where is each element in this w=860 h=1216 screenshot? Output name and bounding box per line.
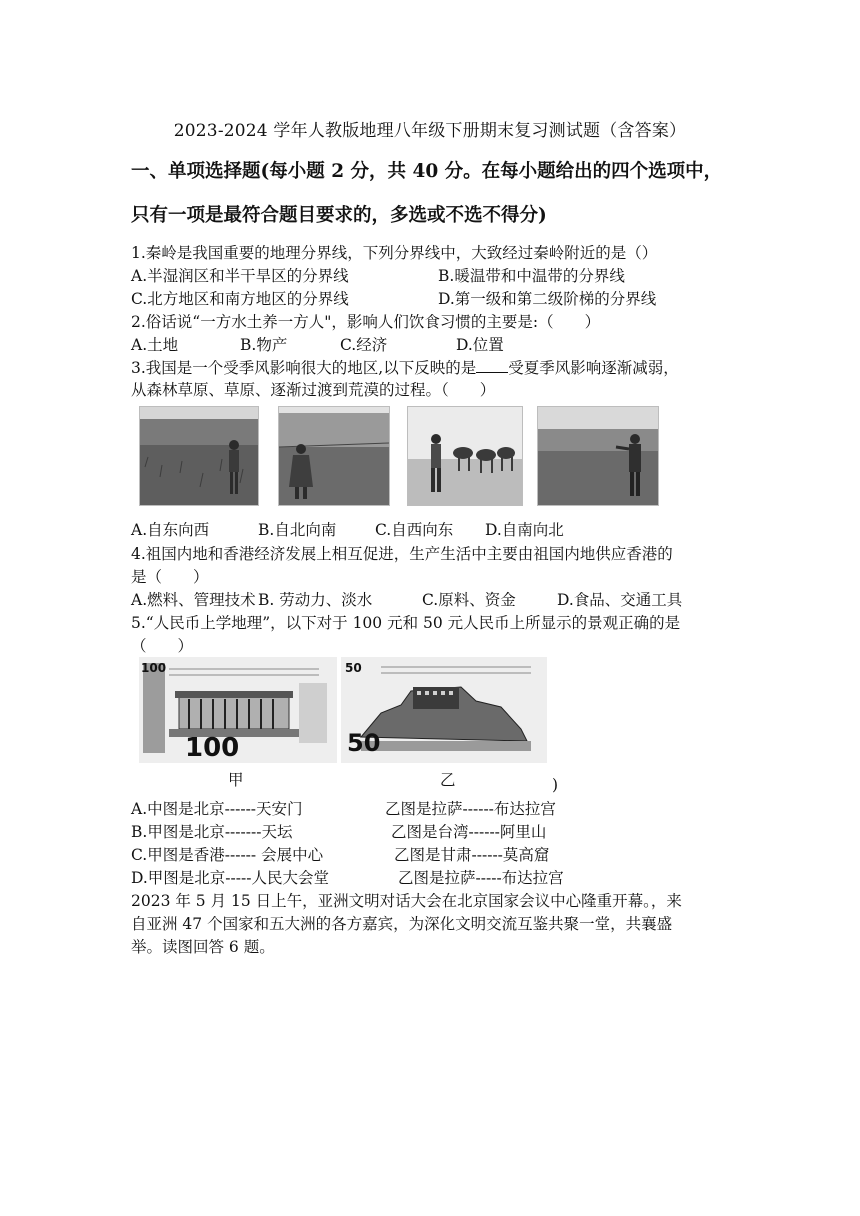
question-3-stem-line2: 从森林草原、草原、逐渐过渡到荒漠的过程。（ ） <box>131 381 496 399</box>
question-5-option-a-left: A.中图是北京------天安门 <box>131 800 303 818</box>
question-4-stem: 4.祖国内地和香港经济发展上相互促进，生产生活中主要由祖国内地供应香港的 <box>131 545 673 563</box>
question-1-option-b: B.暖温带和中温带的分界线 <box>438 267 625 285</box>
passage-line-2: 自亚洲 47 个国家和五大洲的各方嘉宾，为深化文明交流互鉴共聚一堂，共襄盛 <box>131 915 673 933</box>
banknote-50-image <box>341 657 547 763</box>
banknote-100-corner-value: 100 <box>141 661 167 675</box>
question-3-stem-before: 3.我国是一个受季风影响很大的地区,以下反映的是 <box>131 359 477 377</box>
question-1-option-c: C.北方地区和南方地区的分界线 <box>131 290 349 308</box>
banknote-label-yi: 乙 <box>440 771 456 789</box>
closing-parenthesis: ) <box>552 776 559 794</box>
question-1-option-a: A.半湿润区和半干旱区的分界线 <box>131 267 349 285</box>
question-2-stem: 2.俗话说“一方水土养一方人"，影响人们饮食习惯的主要是:（ ） <box>131 313 601 331</box>
banknote-100-image <box>139 657 337 763</box>
question-2-option-b: B.物产 <box>240 336 288 354</box>
question-3-option-a: A.自东向西 <box>131 521 210 539</box>
photo-desert-plain <box>537 406 659 506</box>
question-5-option-d-left: D.甲图是北京-----人民大会堂 <box>131 869 329 887</box>
answer-blank <box>476 358 508 373</box>
question-5-option-b-left: B.甲图是北京-------天坛 <box>131 823 293 841</box>
document-title: 2023-2024 学年人教版地理八年级下册期末复习测试题（含答案） <box>173 121 687 141</box>
passage-line-3: 举。读图回答 6 题。 <box>131 938 275 956</box>
banknote-100-value: 100 <box>185 733 240 763</box>
banknote-label-jia: 甲 <box>228 771 244 789</box>
question-5-option-d-right: 乙图是拉萨-----布达拉宫 <box>398 869 564 887</box>
banknote-50-value: 50 <box>347 729 381 757</box>
passage-line-1: 2023 年 5 月 15 日上午，亚洲文明对话大会在北京国家会议中心隆重开幕。，来 <box>131 892 682 910</box>
question-5-stem: 5.“人民币上学地理”，以下对于 100 元和 50 元人民币上所显示的景观正确的是 <box>131 614 681 632</box>
question-1-option-d: D.第一级和第二级阶梯的分界线 <box>438 290 657 308</box>
question-4-option-b: B. 劳动力、淡水 <box>258 591 373 609</box>
question-5-option-c-right: 乙图是甘肃------莫高窟 <box>394 846 550 864</box>
question-3-option-c: C.自西向东 <box>375 521 454 539</box>
section-heading-line1: 一、单项选择题(每小题 2 分，共 40 分。在每小题给出的四个选项中， <box>131 161 723 182</box>
question-2-option-c: C.经济 <box>340 336 388 354</box>
question-4-option-c: C.原料、资金 <box>422 591 516 609</box>
question-2-option-a: A.土地 <box>131 336 179 354</box>
question-5-option-b-right: 乙图是台湾------阿里山 <box>391 823 547 841</box>
banknote-50-corner-value: 50 <box>345 661 362 675</box>
photo-forest-grassland <box>139 406 259 506</box>
question-5-option-c-left: C.甲图是香港------ 会展中心 <box>131 846 324 864</box>
question-3-stem <box>131 356 679 378</box>
question-3-stem-after: 受夏季风影响逐渐减弱， <box>508 359 679 377</box>
question-1-stem: 1.秦岭是我国重要的地理分界线，下列分界线中，大致经过秦岭附近的是（） <box>131 244 658 262</box>
question-3-option-b: B.自北向南 <box>258 521 337 539</box>
section-heading-line2: 只有一项是最符合题目要求的，多选或不选不得分) <box>131 205 547 226</box>
question-4-stem-line2: 是（ ） <box>131 568 209 586</box>
question-5-stem-line2: （ ） <box>131 637 194 655</box>
question-4-option-d: D.食品、交通工具 <box>557 591 683 609</box>
photo-desert-camels <box>407 406 523 506</box>
photo-grassland <box>278 406 390 506</box>
question-5-option-a-right: 乙图是拉萨------布达拉宫 <box>385 800 556 818</box>
question-2-option-d: D.位置 <box>456 336 504 354</box>
question-3-option-d: D.自南向北 <box>485 521 564 539</box>
question-4-option-a: A.燃料、管理技术 <box>131 591 256 609</box>
